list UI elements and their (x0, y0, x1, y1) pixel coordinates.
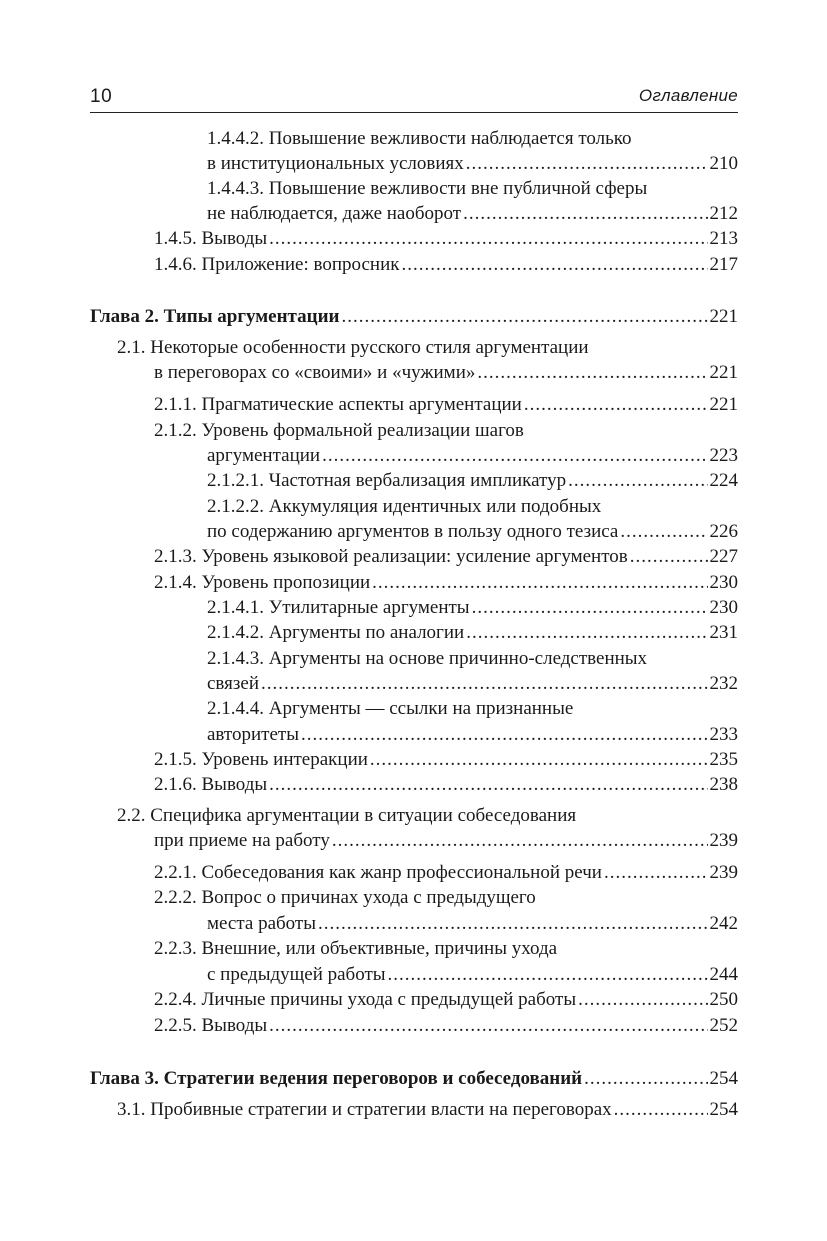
leader-dots (332, 828, 708, 854)
page-ref: 242 (709, 913, 738, 934)
toc-entry-2-1-3[interactable]: 2.1.3. Уровень языковой реализации: усиление аргументов ..... 227 (154, 544, 738, 570)
toc-entry-2-2[interactable]: при приеме на работу ..... 239 (154, 828, 738, 854)
leader-dots (472, 595, 708, 621)
page-ref: 221 (709, 362, 738, 383)
running-head: Оглавление (638, 86, 738, 105)
toc-entry-1-4-4-2[interactable]: в институциональных условиях ..... 210 (207, 151, 738, 177)
page-number: 10 (90, 86, 113, 107)
toc-entry-1-4-4-3[interactable]: не наблюдается, даже наоборот ..... 212 (207, 201, 738, 227)
toc-entry-2-1-5[interactable]: 2.1.5. Уровень интеракции ..... 235 (154, 747, 738, 773)
page-ref: 224 (709, 470, 738, 491)
toc-entry-1-4-6[interactable]: 1.4.6. Приложение: вопросник ..... 217 (154, 252, 738, 278)
toc-entry-1-4-5[interactable]: 1.4.5. Выводы ..... 213 (154, 226, 738, 252)
leader-dots (269, 226, 707, 252)
leader-dots (620, 519, 707, 545)
leader-dots (318, 911, 708, 937)
page-ref: 226 (709, 521, 738, 542)
leader-dots (466, 620, 707, 646)
page-ref: 239 (709, 862, 738, 883)
leader-dots (322, 443, 707, 469)
leader-dots (524, 392, 708, 418)
leader-dots (584, 1066, 707, 1092)
toc-entry-2-2-3-line1: 2.2.3. Внешние, или объективные, причины ухода (154, 938, 558, 959)
toc-entry-2-1-4-3[interactable]: связей ..... 232 (207, 671, 738, 697)
toc-entry-2-1-2-line1: 2.1.2. Уровень формальной реализации шагов (154, 420, 524, 441)
toc-entry-2-1-1[interactable]: 2.1.1. Прагматические аспекты аргументации ..... 221 (154, 392, 738, 418)
leader-dots (614, 1097, 708, 1123)
leader-dots (604, 860, 708, 886)
page-ref: 212 (709, 203, 738, 224)
toc-entry-2-1-2-1[interactable]: 2.1.2.1. Частотная вербализация импликатур ..... 224 (207, 468, 738, 494)
leader-dots (463, 201, 707, 227)
page-ref: 221 (709, 394, 738, 415)
toc-entry-2-1-2-2-line1: 2.1.2.2. Аккумуляция идентичных или подобных (207, 496, 602, 517)
toc-entry-2-2-3[interactable]: с предыдущей работы ..... 244 (207, 962, 738, 988)
toc-entry-2-2-4[interactable]: 2.2.4. Личные причины ухода с предыдущей работы ..... 250 (154, 987, 738, 1013)
leader-dots (568, 468, 707, 494)
leader-dots (341, 304, 707, 330)
page-ref: 221 (709, 306, 738, 327)
toc-entry-2-1-4-4-line1: 2.1.4.4. Аргументы — ссылки на признанные (207, 698, 574, 719)
toc-entry-2-1-2[interactable]: аргументации ..... 223 (207, 443, 738, 469)
leader-dots (630, 544, 708, 570)
leader-dots (301, 722, 708, 748)
toc-entry-2-1-6[interactable]: 2.1.6. Выводы ..... 238 (154, 772, 738, 798)
page-ref: 213 (709, 228, 738, 249)
toc-entry-2-1-4[interactable]: 2.1.4. Уровень пропозиции ..... 230 (154, 570, 738, 596)
toc-chapter-2[interactable]: Глава 2. Типы аргументации ..... 221 (90, 304, 738, 330)
leader-dots (402, 252, 708, 278)
leader-dots (466, 151, 708, 177)
toc-entry-2-1-4-3-line1: 2.1.4.3. Аргументы на основе причинно-следственных (207, 648, 648, 669)
page-ref: 232 (709, 673, 738, 694)
page-ref: 230 (709, 597, 738, 618)
toc-chapter-3[interactable]: Глава 3. Стратегии ведения переговоров и собеседований ..... 254 (90, 1066, 738, 1092)
leader-dots (388, 962, 708, 988)
toc-entry-2-1[interactable]: в переговорах со «своими» и «чужими» ..... 221 (154, 360, 738, 386)
page-ref: 230 (709, 572, 738, 593)
leader-dots (269, 772, 707, 798)
page-ref: 254 (709, 1099, 738, 1120)
toc-entry-2-2-line1: 2.2. Специфика аргументации в ситуации собеседования (117, 805, 577, 826)
leader-dots (477, 360, 707, 386)
page-ref: 235 (709, 749, 738, 770)
leader-dots (578, 987, 707, 1013)
page-ref: 217 (709, 254, 738, 275)
page-ref: 252 (709, 1015, 738, 1036)
page-ref: 250 (709, 989, 738, 1010)
toc-entry-2-2-1[interactable]: 2.2.1. Собеседования как жанр профессиональной речи ..... 239 (154, 860, 738, 886)
page-header (90, 84, 738, 113)
toc-entry-2-1-4-4[interactable]: авторитеты ..... 233 (207, 722, 738, 748)
toc-entry-1-4-4-2-line1: 1.4.4.2. Повышение вежливости наблюдается только (207, 128, 632, 149)
page-ref: 231 (709, 622, 738, 643)
page-ref: 254 (709, 1068, 738, 1089)
toc-entry-2-1-4-2[interactable]: 2.1.4.2. Аргументы по аналогии ..... 231 (207, 620, 738, 646)
toc-entry-2-1-line1: 2.1. Некоторые особенности русского стиля аргументации (117, 337, 589, 358)
leader-dots (372, 570, 707, 596)
page-ref: 239 (709, 830, 738, 851)
leader-dots (261, 671, 708, 697)
toc-entry-1-4-4-3-line1: 1.4.4.3. Повышение вежливости вне публичной сферы (207, 178, 648, 199)
toc-entry-2-2-2[interactable]: места работы ..... 242 (207, 911, 738, 937)
leader-dots (269, 1013, 707, 1039)
page-ref: 227 (709, 546, 738, 567)
page-ref: 210 (709, 153, 738, 174)
toc-entry-2-1-4-1[interactable]: 2.1.4.1. Утилитарные аргументы ..... 230 (207, 595, 738, 621)
page-ref: 233 (709, 724, 738, 745)
page-ref: 244 (709, 964, 738, 985)
page-ref: 238 (709, 774, 738, 795)
page-ref: 223 (709, 445, 738, 466)
toc-entry-2-2-5[interactable]: 2.2.5. Выводы ..... 252 (154, 1013, 738, 1039)
toc-entry-2-1-2-2[interactable]: по содержанию аргументов в пользу одного тезиса ..... 226 (207, 519, 738, 545)
toc-entry-3-1[interactable]: 3.1. Пробивные стратегии и стратегии власти на переговорах ..... 254 (117, 1097, 738, 1123)
toc-entry-2-2-2-line1: 2.2.2. Вопрос о причинах ухода с предыдущего (154, 887, 536, 908)
leader-dots (370, 747, 708, 773)
